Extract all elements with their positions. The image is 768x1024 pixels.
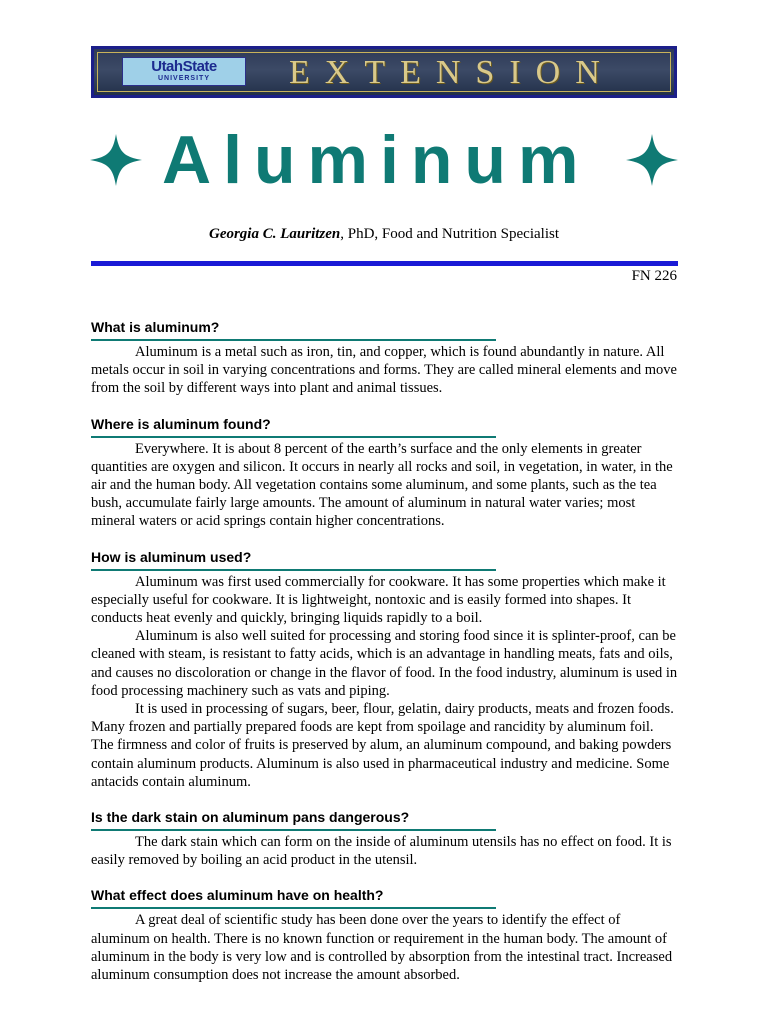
heading-underline <box>91 907 496 909</box>
section-heading: Is the dark stain on aluminum pans dangerous? <box>91 809 410 826</box>
paragraph: A great deal of scientific study has been done over the years to identify the effect of aluminum on health. There is no known function or requirement in the human body. The amount of aluminum in the body is very low and is controlled by absorption from the intestinal tract. Increased aluminum consumption does not increase the amount absorbed. <box>91 912 673 984</box>
section-dark-stain <box>91 808 678 869</box>
author-name: Georgia C. Lauritzen <box>208 226 341 242</box>
author-credentials: , PhD, Food and Nutrition Specialist <box>340 226 559 242</box>
section-heading: What is aluminum? <box>91 319 220 335</box>
paragraph: Aluminum is a metal such as iron, tin, and copper, which is found abundantly in nature. All metals occur in soil in varying concentrations and forms. They are called mineral elements and move from the soil by different ways into plant and animal tissues. <box>91 344 677 397</box>
document-body <box>91 318 678 1001</box>
section-heading: What effect does aluminum have on health? <box>91 887 384 904</box>
four-point-star-icon <box>90 134 142 186</box>
paragraph: Aluminum was first used commercially for cookware. It has some properties which make it especially useful for cookware. It is lightweight, nontoxic and is easily formed into shapes. It conducts heat evenly and quickly, bringing liquids rapidly to a boil. <box>91 573 666 627</box>
heading-underline <box>91 829 496 831</box>
section-heading: Where is aluminum found? <box>91 415 271 432</box>
logo-name: UtahState <box>151 58 217 75</box>
heading-underline <box>91 569 496 571</box>
section-health-effect <box>91 886 678 984</box>
author-line <box>0 225 768 243</box>
title-row <box>88 122 680 206</box>
page-title: Aluminum <box>162 122 591 198</box>
four-point-star-icon <box>626 134 678 186</box>
paragraph: It is used in processing of sugars, beer, flour, gelatin, dairy products, meats and frozen foods. Many frozen and partially prepared foods are kept from spoilage and rancidity by aluminum foil. The firmness and color of fruits is preserved by alum, an aluminum compound, and baking powders contain aluminum products. Aluminum is also used in pharmaceutical industry and medicine. Some antacids contain aluminum. <box>91 701 674 790</box>
section-where-found <box>91 415 678 531</box>
paragraph: Aluminum is also well suited for processing and storing food since it is splinter-proof, can be cleaned with steam, is resistant to fatty acids, which is an advantage in handling meats, fats and oils, and causes no discoloration or change in the flavor of food. In the food industry, aluminum is used in food processing machinery such as vats and piping. <box>91 628 678 699</box>
section-heading: How is aluminum used? <box>91 548 252 565</box>
document-number: FN 226 <box>631 268 677 284</box>
paragraph: The dark stain which can form on the inside of aluminum utensils has no effect on food. It is easily removed by boiling an acid product in the utensil. <box>91 834 672 869</box>
extension-banner <box>91 46 677 98</box>
section-how-used <box>91 548 678 791</box>
logo-subtitle: UNIVERSITY <box>157 75 210 82</box>
extension-label: EXTENSION <box>289 54 615 91</box>
heading-underline <box>91 339 496 341</box>
usu-logo <box>122 57 246 86</box>
paragraph: Everywhere. It is about 8 percent of the earth’s surface and the only elements in greater quantities are oxygen and silicon. It occurs in nearly all rocks and soil, in vegetation, in water, in the air and the human body. All vegetation contains some aluminum, and some plants, such as the tea bush, accumulate fairly large amounts. The amount of aluminum in natural water varies; most mineral waters or acid springs contain higher concentrations. <box>91 440 673 530</box>
section-what-is-aluminum <box>91 318 678 398</box>
header-rule <box>91 261 678 266</box>
heading-underline <box>91 436 496 438</box>
